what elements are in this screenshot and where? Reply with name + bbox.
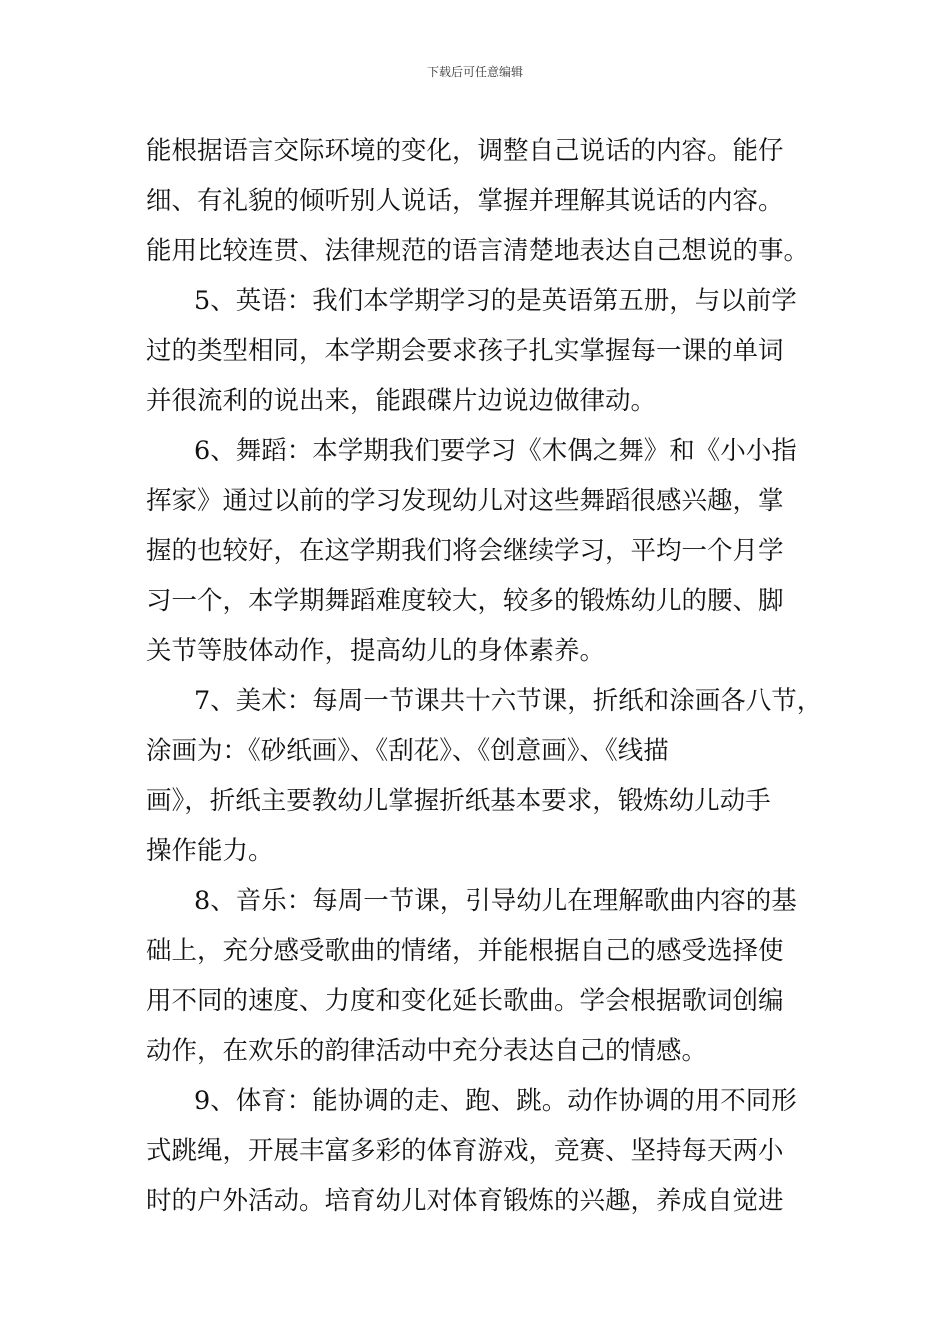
text-line: 画》，折纸主要教幼儿掌握折纸基本要求，锻炼幼儿动手 xyxy=(146,786,771,816)
text-line: 动作，在欢乐的韵律活动中充分表达自己的情感。 xyxy=(146,1036,708,1066)
text-line: 能根据语言交际环境的变化，调整自己说话的内容。能仔 xyxy=(146,136,784,166)
page-header: 下载后可任意编辑 xyxy=(426,65,523,79)
text-line: 础上，充分感受歌曲的情绪，并能根据自己的感受选择使 xyxy=(146,936,784,966)
text-line: 能用比较连贯、法律规范的语言清楚地表达自己想说的事。 xyxy=(146,236,810,266)
paragraph-start-art: 7、美术：每周一节课共十六节课，折纸和涂画各八节， xyxy=(194,686,823,716)
text-line: 用不同的速度、力度和变化延长歌曲。学会根据歌词创编 xyxy=(146,986,784,1016)
paragraph-start-dance: 6、舞蹈：本学期我们要学习《木偶之舞》和《小小指 xyxy=(194,436,797,466)
paragraph-start-music: 8、音乐：每周一节课，引导幼儿在理解歌曲内容的基 xyxy=(194,886,797,916)
text-line: 过的类型相同，本学期会要求孩子扎实掌握每一课的单词 xyxy=(146,336,784,366)
paragraph-start-pe: 9、体育：能协调的走、跑、跳。动作协调的用不同形 xyxy=(194,1086,797,1116)
text-line: 操作能力。 xyxy=(146,836,274,866)
text-line: 涂画为：《砂纸画》、《刮花》、《创意画》、《线描 xyxy=(146,736,669,766)
text-line: 时的户外活动。培育幼儿对体育锻炼的兴趣，养成自觉进 xyxy=(146,1186,784,1216)
text-line: 握的也较好，在这学期我们将会继续学习，平均一个月学 xyxy=(146,536,784,566)
text-line: 并很流利的说出来，能跟碟片边说边做律动。 xyxy=(146,386,657,416)
text-line: 细、有礼貌的倾听别人说话，掌握并理解其说话的内容。 xyxy=(146,186,784,216)
text-line: 式跳绳，开展丰富多彩的体育游戏，竞赛、坚持每天两小 xyxy=(146,1136,784,1166)
text-line: 习一个，本学期舞蹈难度较大，较多的锻炼幼儿的腰、脚 xyxy=(146,586,784,616)
text-line: 关节等肢体动作，提高幼儿的身体素养。 xyxy=(146,636,606,666)
text-line: 挥家》通过以前的学习发现幼儿对这些舞蹈很感兴趣，掌 xyxy=(146,486,784,516)
paragraph-start-english: 5、英语：我们本学期学习的是英语第五册，与以前学 xyxy=(194,286,797,316)
document-body xyxy=(146,126,822,1226)
